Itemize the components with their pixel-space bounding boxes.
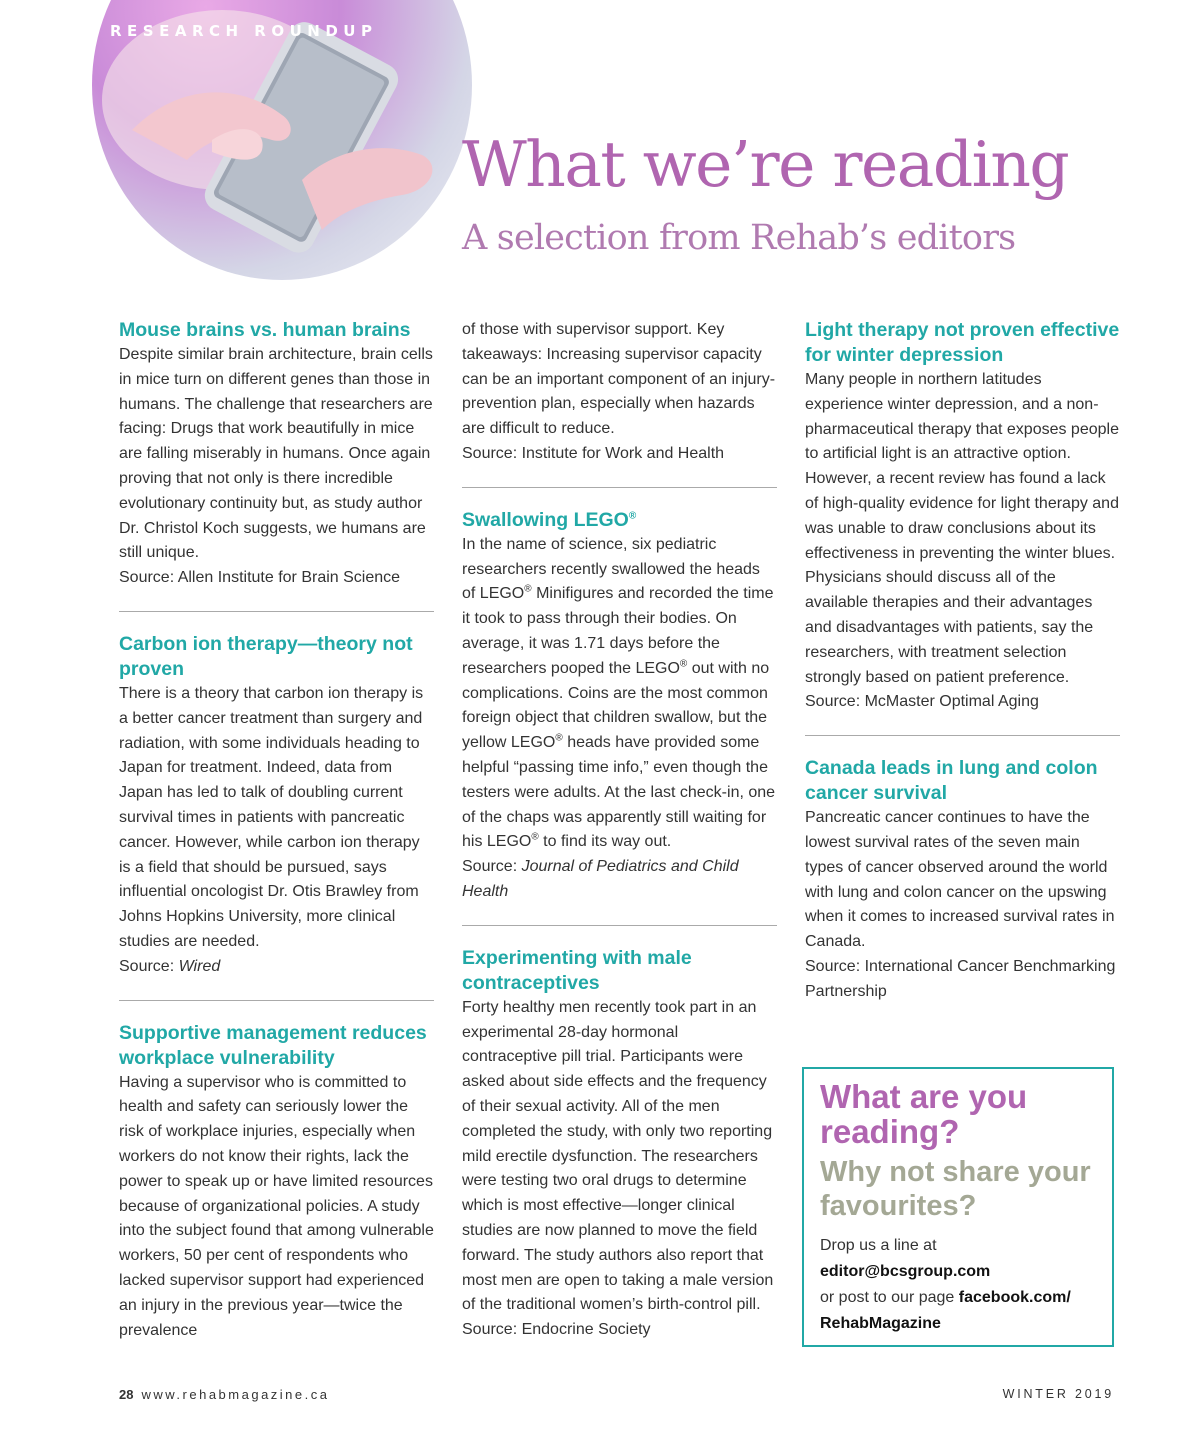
article-supportive-management-continued <box>462 318 777 467</box>
page-subtitle: A selection from Rehab’s editors <box>462 218 1016 258</box>
email-link[interactable]: editor@bcsgroup.com <box>820 1263 991 1280</box>
article-heading: Canada leads in lung and colon cancer survival <box>805 757 1098 805</box>
section-kicker: RESEARCH ROUNDUP <box>110 22 378 40</box>
article-carbon-ion <box>119 632 434 980</box>
article-body: of those with supervisor support. Key takeaways: Increasing supervisor capacity can be an important component of an injury-prevention plan, especially when hazards are difficult to reduce. <box>462 321 776 438</box>
callout-email-line <box>820 1259 1096 1285</box>
column-left <box>119 318 434 1343</box>
article-body <box>462 533 777 855</box>
article-male-contraceptives <box>462 946 777 1343</box>
article-heading: Carbon ion therapy—theory not proven <box>119 632 413 680</box>
website-url[interactable]: www.rehabmagazine.ca <box>141 1387 330 1402</box>
hand-with-phone-illustration <box>92 0 472 280</box>
body-segment: In the name of science, six pediatric researchers recently swallowed the heads of LEGO <box>462 535 760 603</box>
article-source: Source: Allen Institute for Brain Science <box>119 569 401 587</box>
callout-text: or post to our page <box>820 1289 959 1306</box>
article-body: There is a theory that carbon ion therapy is a better cancer treatment than surgery and radiation, with some individuals heading to Japan for treatment. Indeed, data from Japan has led to talk of doubling current survival times in patients with pancreatic cancer. However, while carbon ion therapy is a field that should be pursued, says influential oncologist Dr. Otis Brawley from Johns Hopkins University, more clinical studies are needed. <box>119 684 424 950</box>
article-source <box>462 855 777 905</box>
page-title: What we’re reading <box>462 128 1069 201</box>
body-segment: heads have provided some helpful “passing time info,” even though the testers were adults. At the last check-in, one of the chaps was apparently still waiting for his LEGO <box>462 734 776 851</box>
article-supportive-management <box>119 1021 434 1344</box>
divider <box>119 611 434 612</box>
divider <box>805 735 1120 736</box>
article-mouse-brains <box>119 318 434 591</box>
article-canada-cancer <box>805 756 1120 1004</box>
registered-mark: ® <box>531 832 539 844</box>
share-callout-box <box>802 1067 1114 1347</box>
page-number: 28 <box>119 1387 134 1402</box>
article-body: Having a supervisor who is committed to health and safety can seriously lower the risk of workplace injuries, especially when workers do not know their rights, lack the power to speak up or have limited resources because of organizational policies. A study into the subject found that among vulnerable workers, 50 per cent of respondents who lacked supervisor support had experienced an injury in the previous year—twice the prevalence <box>119 1073 434 1339</box>
registered-mark: ® <box>524 584 532 596</box>
article-source: Source: Endocrine Society <box>462 1321 651 1339</box>
registered-mark: ® <box>628 510 637 522</box>
hero-photo <box>92 0 472 280</box>
source-prefix: Source: <box>462 858 522 876</box>
body-segment: Minifigures and recorded the time it took to pass through their bodies. On average, it was 1.71 days before the researchers pooped the LEGO <box>462 585 774 677</box>
callout-line-2 <box>820 1285 1096 1337</box>
callout-prompt: Why not share your favourites? <box>820 1156 1091 1222</box>
facebook-link[interactable]: facebook.com/ RehabMagazine <box>820 1289 1071 1332</box>
article-body: Despite similar brain architecture, brain cells in mice turn on different genes than those in humans. The challenge that researchers are facing: Drugs that work beautifully in mice are falling miserably in humans. Once again proving that not only is there incredible evolutionary continuity but, as study author Dr. Christol Koch suggests, we humans are still unique. <box>119 346 433 562</box>
body-segment: to find its way out. <box>538 833 672 851</box>
registered-mark: ® <box>679 658 688 670</box>
column-middle <box>462 318 777 1343</box>
heading-text: Swallowing LEGO <box>462 508 629 531</box>
column-right <box>805 318 1120 1005</box>
divider <box>462 925 777 926</box>
callout-line-1: Drop us a line at <box>820 1237 937 1254</box>
article-source: Source: Institute for Work and Health <box>462 444 725 462</box>
article-heading <box>462 508 777 533</box>
footer-left <box>119 1387 330 1402</box>
article-source: Source: International Cancer Benchmarking Partnership <box>805 957 1116 1000</box>
article-heading: Mouse brains vs. human brains <box>119 319 411 341</box>
callout-question: What are you reading? <box>820 1078 1028 1150</box>
article-body: Forty healthy men recently took part in an experimental 28-day hormonal contraceptive pill trial. Participants were asked about side effects and the frequency of their sexual activity. All of the men completed the study, with only two reporting mild erectile dysfunction. The researchers were testing two oral drugs to determine which is most effective—longer clinical studies are now planned to move the field forward. The study authors also report that most men are open to taking a male version of the traditional women’s birth-control pill. <box>462 998 774 1314</box>
source-prefix: Source: <box>119 957 179 975</box>
article-body: Pancreatic cancer continues to have the lowest survival rates of the seven main types of cancer observed around the world with lung and colon cancer on the upswing when it comes to increased survival rates in Canada. <box>805 809 1115 951</box>
body-segment: out with no complications. Coins are the most common foreign object that children swallow, but the yellow LEGO <box>462 659 770 752</box>
divider <box>119 1000 434 1001</box>
divider <box>462 487 777 488</box>
article-heading: Experimenting with male contraceptives <box>462 946 692 994</box>
article-source <box>119 955 434 980</box>
article-heading: Supportive management reduces workplace vulnerability <box>119 1021 427 1069</box>
article-body: Many people in northern latitudes experience winter depression, and a non-pharmaceutical therapy that exposes people to artificial light is an attractive option. However, a recent review has found a lack of high-quality evidence for light therapy and was unable to draw conclusions about its effectiveness in preventing the winter blues. Physicians should discuss all of the available therapies and their advantages and disadvantages with patients, say the researchers, with treatment selection strongly based on patient preference. <box>805 371 1119 686</box>
registered-mark: ® <box>555 732 563 744</box>
article-swallowing-lego <box>462 508 777 905</box>
article-source: Source: McMaster Optimal Aging <box>805 693 1039 711</box>
source-name: Wired <box>178 957 221 975</box>
article-heading: Light therapy not proven effective for winter depression <box>805 319 1120 366</box>
article-light-therapy <box>805 318 1120 715</box>
issue-label: WINTER 2019 <box>1002 1387 1114 1401</box>
source-name: Journal of Pediatrics and Child Health <box>462 858 739 900</box>
